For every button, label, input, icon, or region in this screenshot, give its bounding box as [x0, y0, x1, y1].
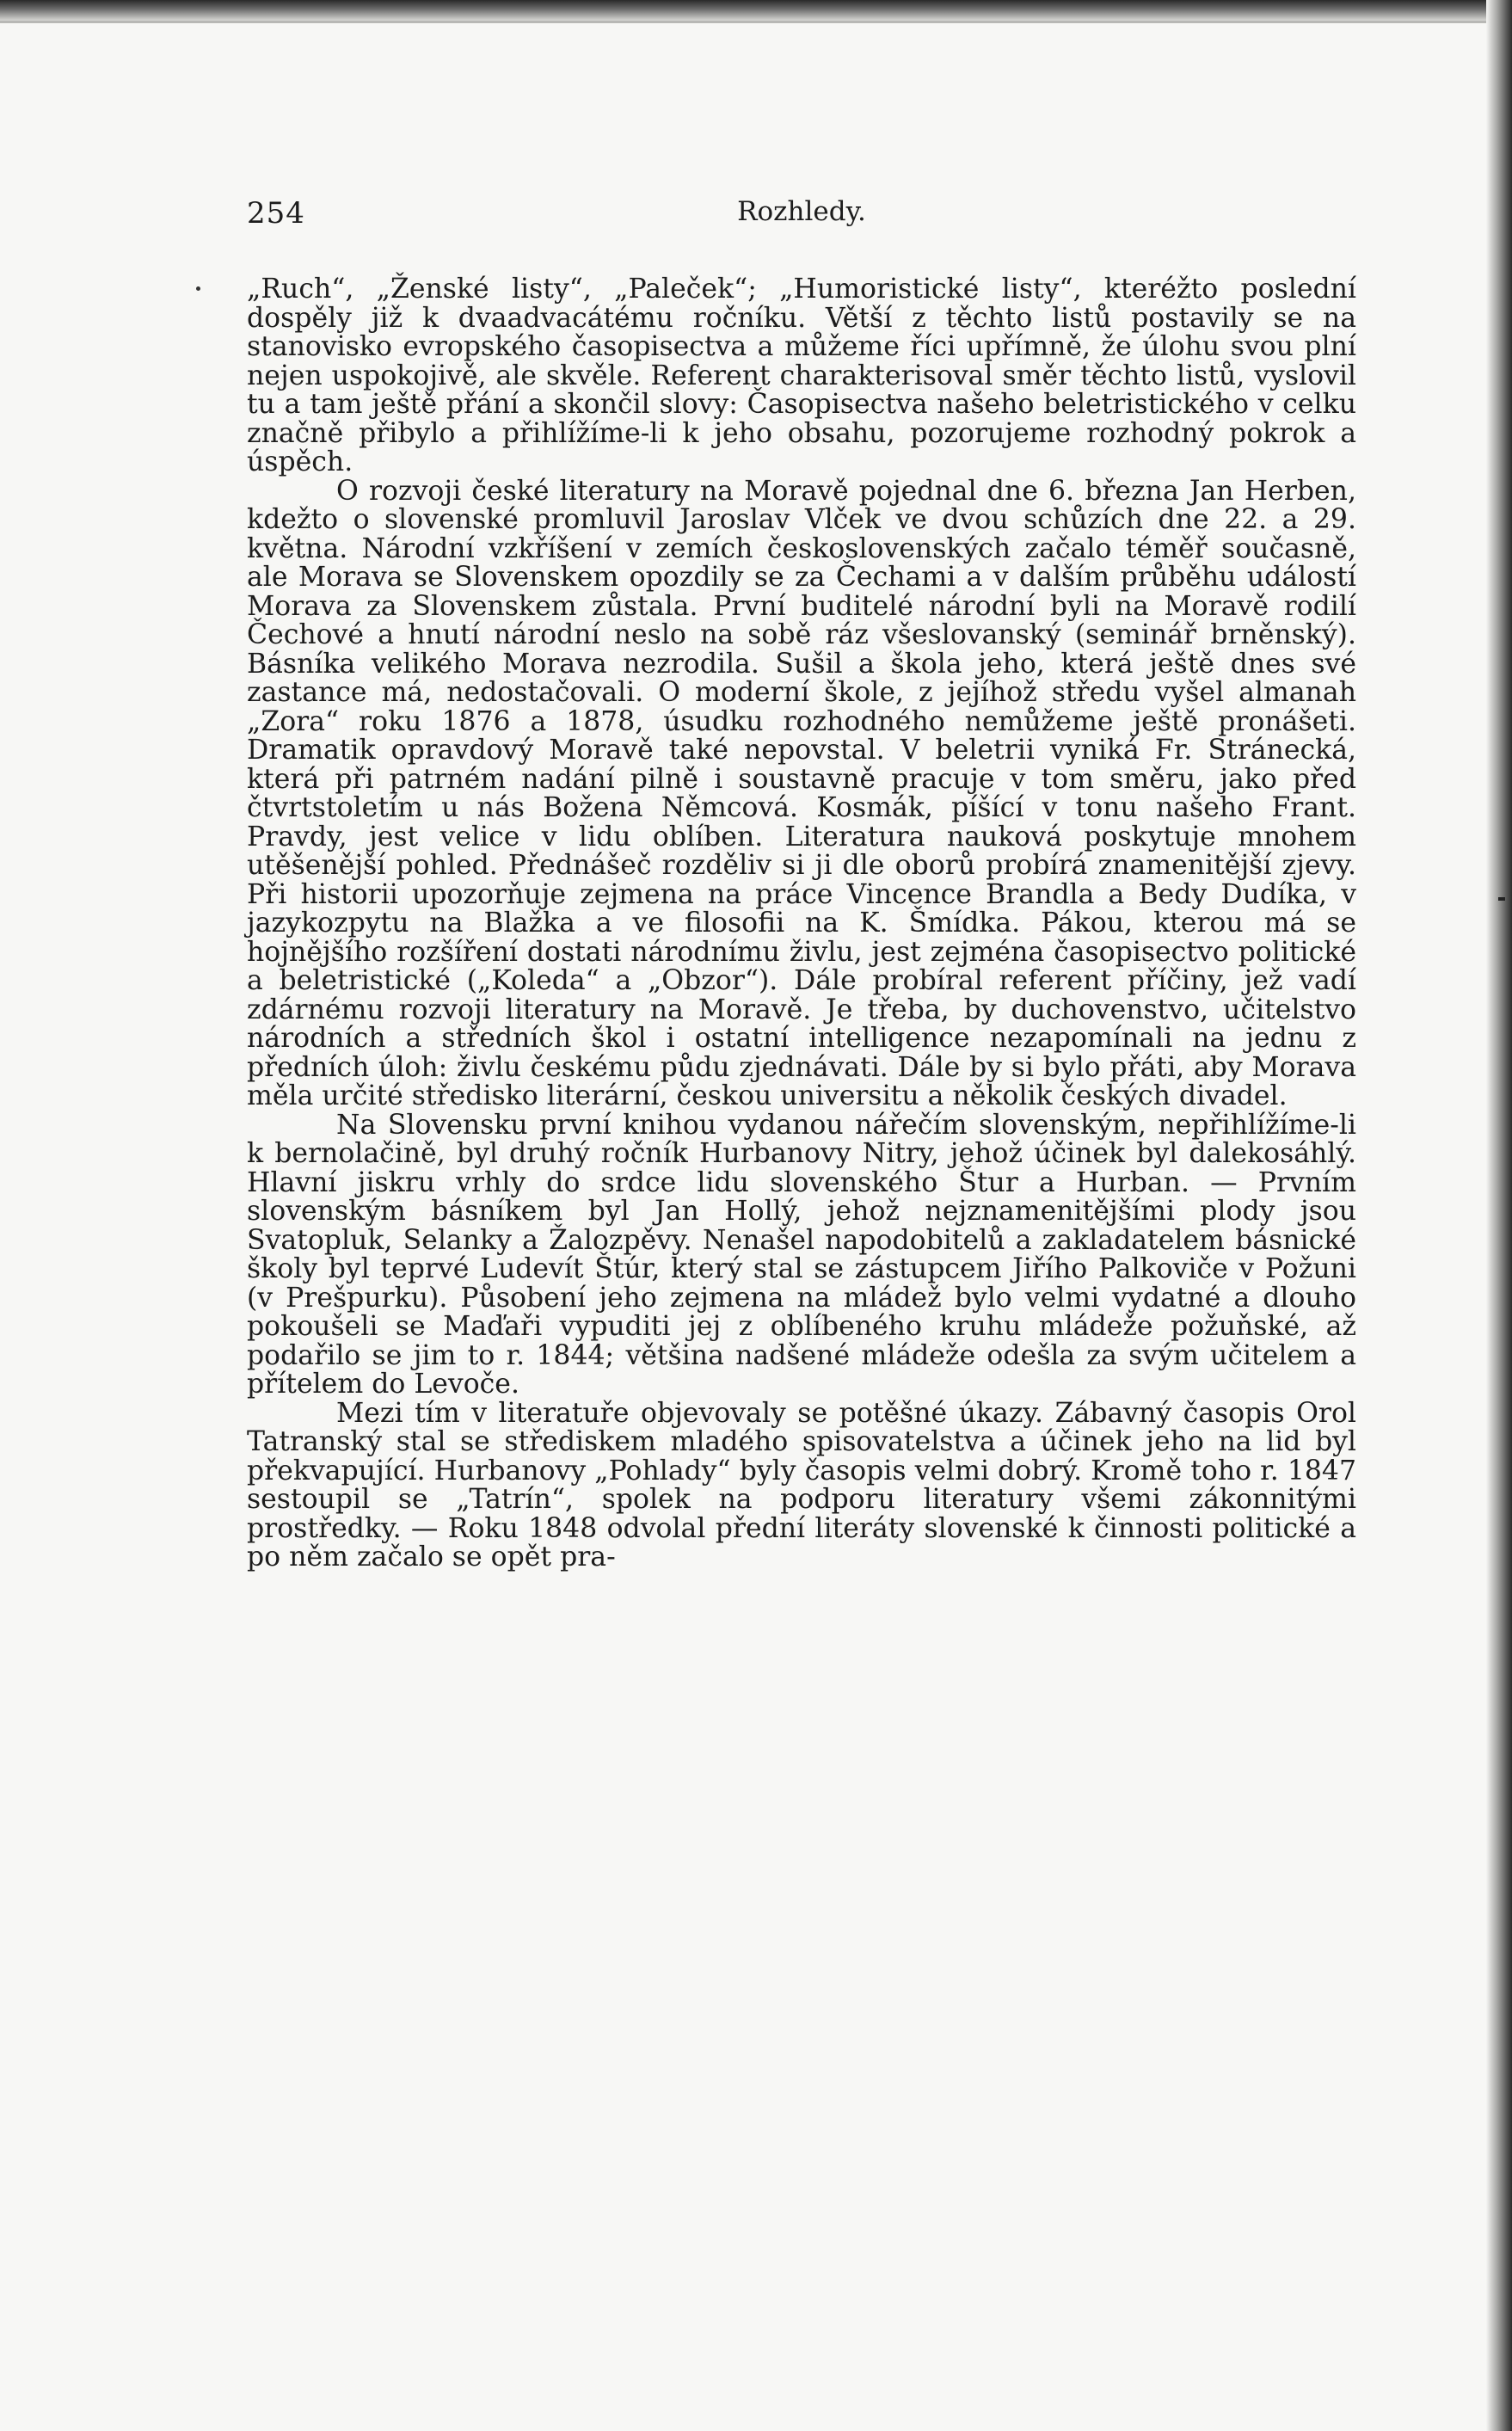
page-header [247, 188, 1356, 239]
paragraph-4: Mezi tím v literatuře objevovaly se potěšné úkazy. Zábavný časopis Orol Tatranský stal se střediskem mladého spisovatelstva a účinek jeho na lid byl překvapující. Hurbanovy „Pohlady“ byly časopis velmi dobrý. Kromě toho r. 1847 sestoupil se „Tatrín“, spolek na podporu literatury všemi zákonnitými prostředky. — Roku 1848 odvolal přední literáty slovenské k činnosti politické a po něm začalo se opět pra- [247, 1397, 1356, 1572]
running-title: Rozhledy. [737, 196, 866, 227]
margin-mark [1498, 897, 1505, 901]
paragraph-3: Na Slovensku první knihou vydanou nářečím slovenským, nepřihlížíme-li k bernolačině, byl druhý ročník Hurbanovy Nitry, jehož účinek byl dalekosáhlý. Hlavní jiskru vrhly do srdce lidu slovenského Štur a Hurban. — Prvním slovenským básníkem byl Jan Hollý, jehož nejznamenitějšími plody jsou Svatopluk, Selanky a Žalozpěvy. Nenašel napodobitelů a zakladatelem básnické školy byl teprvé Ludevít Štúr, který stal se zástupcem Jiřího Palkoviče v Požuni (v Prešpurku). Působení jeho zejmena na mládež bylo velmi vydatné a dlouho pokoušeli se Maďaři vypuditi jej z oblíbeného kruhu mládeže požuňské, až podařilo se jim to r. 1844; většina nadšené mládeže odešla za svým učitelem a přítelem do Levoče. [247, 1109, 1356, 1400]
stray-ink-mark [196, 286, 200, 291]
paragraph-1: „Ruch“, „Ženské listy“, „Paleček“; „Humoristické listy“, kteréžto poslední dospěly již k dvaadvacátému ročníku. Větší z těchto listů postavily se na stanovisko evropského časopisectva a můžeme říci upřímně, že úlohu svou plní nejen uspokojivě, ale skvěle. Referent charakterisoval směr těchto listů, vyslovil tu a tam ještě přání a skončil slovy: Časopisectva našeho beletristického v celku značně přibylo a přihlížíme-li k jeho obsahu, pozorujeme rozhodný pokrok a úspěch. [247, 274, 1356, 477]
paragraph-2: O rozvoji české literatury na Moravě pojednal dne 6. března Jan Herben, kdežto o slovenské promluvil Jaroslav Vlček ve dvou schůzích dne 22. a 29. května. Národní vzkříšení v zemích československých začalo téměř současně, ale Morava se Slovenskem opozdily se za Čechami a v dalším průběhu událostí Morava za Slovenskem zůstala. První buditelé národní byli na Moravě rodilí Čechové a hnutí národní neslo na sobě ráz všeslovanský (seminář brněnský). Básníka velikého Morava nezrodila. Sušil a škola jeho, která ještě dnes své zastance má, nedostačovali. O moderní škole, z jejíhož středu vyšel almanah „Zora“ roku 1876 a 1878, úsudku rozhodného nemůžeme ještě pronášeti. Dramatik opravdový Moravě také nepovstal. V beletrii vyniká Fr. Stránecká, která při patrném nadání pilně i soustavně pracuje v tom směru, jako před čtvrtstoletím u nás Božena Němcová. Kosmák, píšící v tonu našeho Frant. Pravdy, jest velice v lidu oblíben. Literatura nauková poskytuje mnohem utěšenější pohled. Přednášeč rozděliv si ji dle oborů probírá znamenitější zjevy. Při historii upozorňuje zejmena na práce Vincence Brandla a Bedy Dudíka, v jazykozpytu na Blažka a ve filosofii na K. Šmídka. Pákou, kterou má se hojnějšího rozšíření dostati národnímu živlu, jest zejména časopisectvo politické a beletristické („Koleda“ a „Obzor“). Dále probíral referent příčiny, jež vadí zdárnému rozvoji literatury na Moravě. Je třeba, by duchovenstvo, učitelstvo národních a středních škol i ostatní intelligence nezapomínali na jednu z předních úloh: živlu českému půdu zjednávati. Dále by si bylo přáti, aby Morava měla určité středisko literární, českou universitu a několik českých divadel. [247, 475, 1356, 1111]
page-number: 254 [247, 196, 305, 231]
body-text [247, 275, 1356, 1572]
